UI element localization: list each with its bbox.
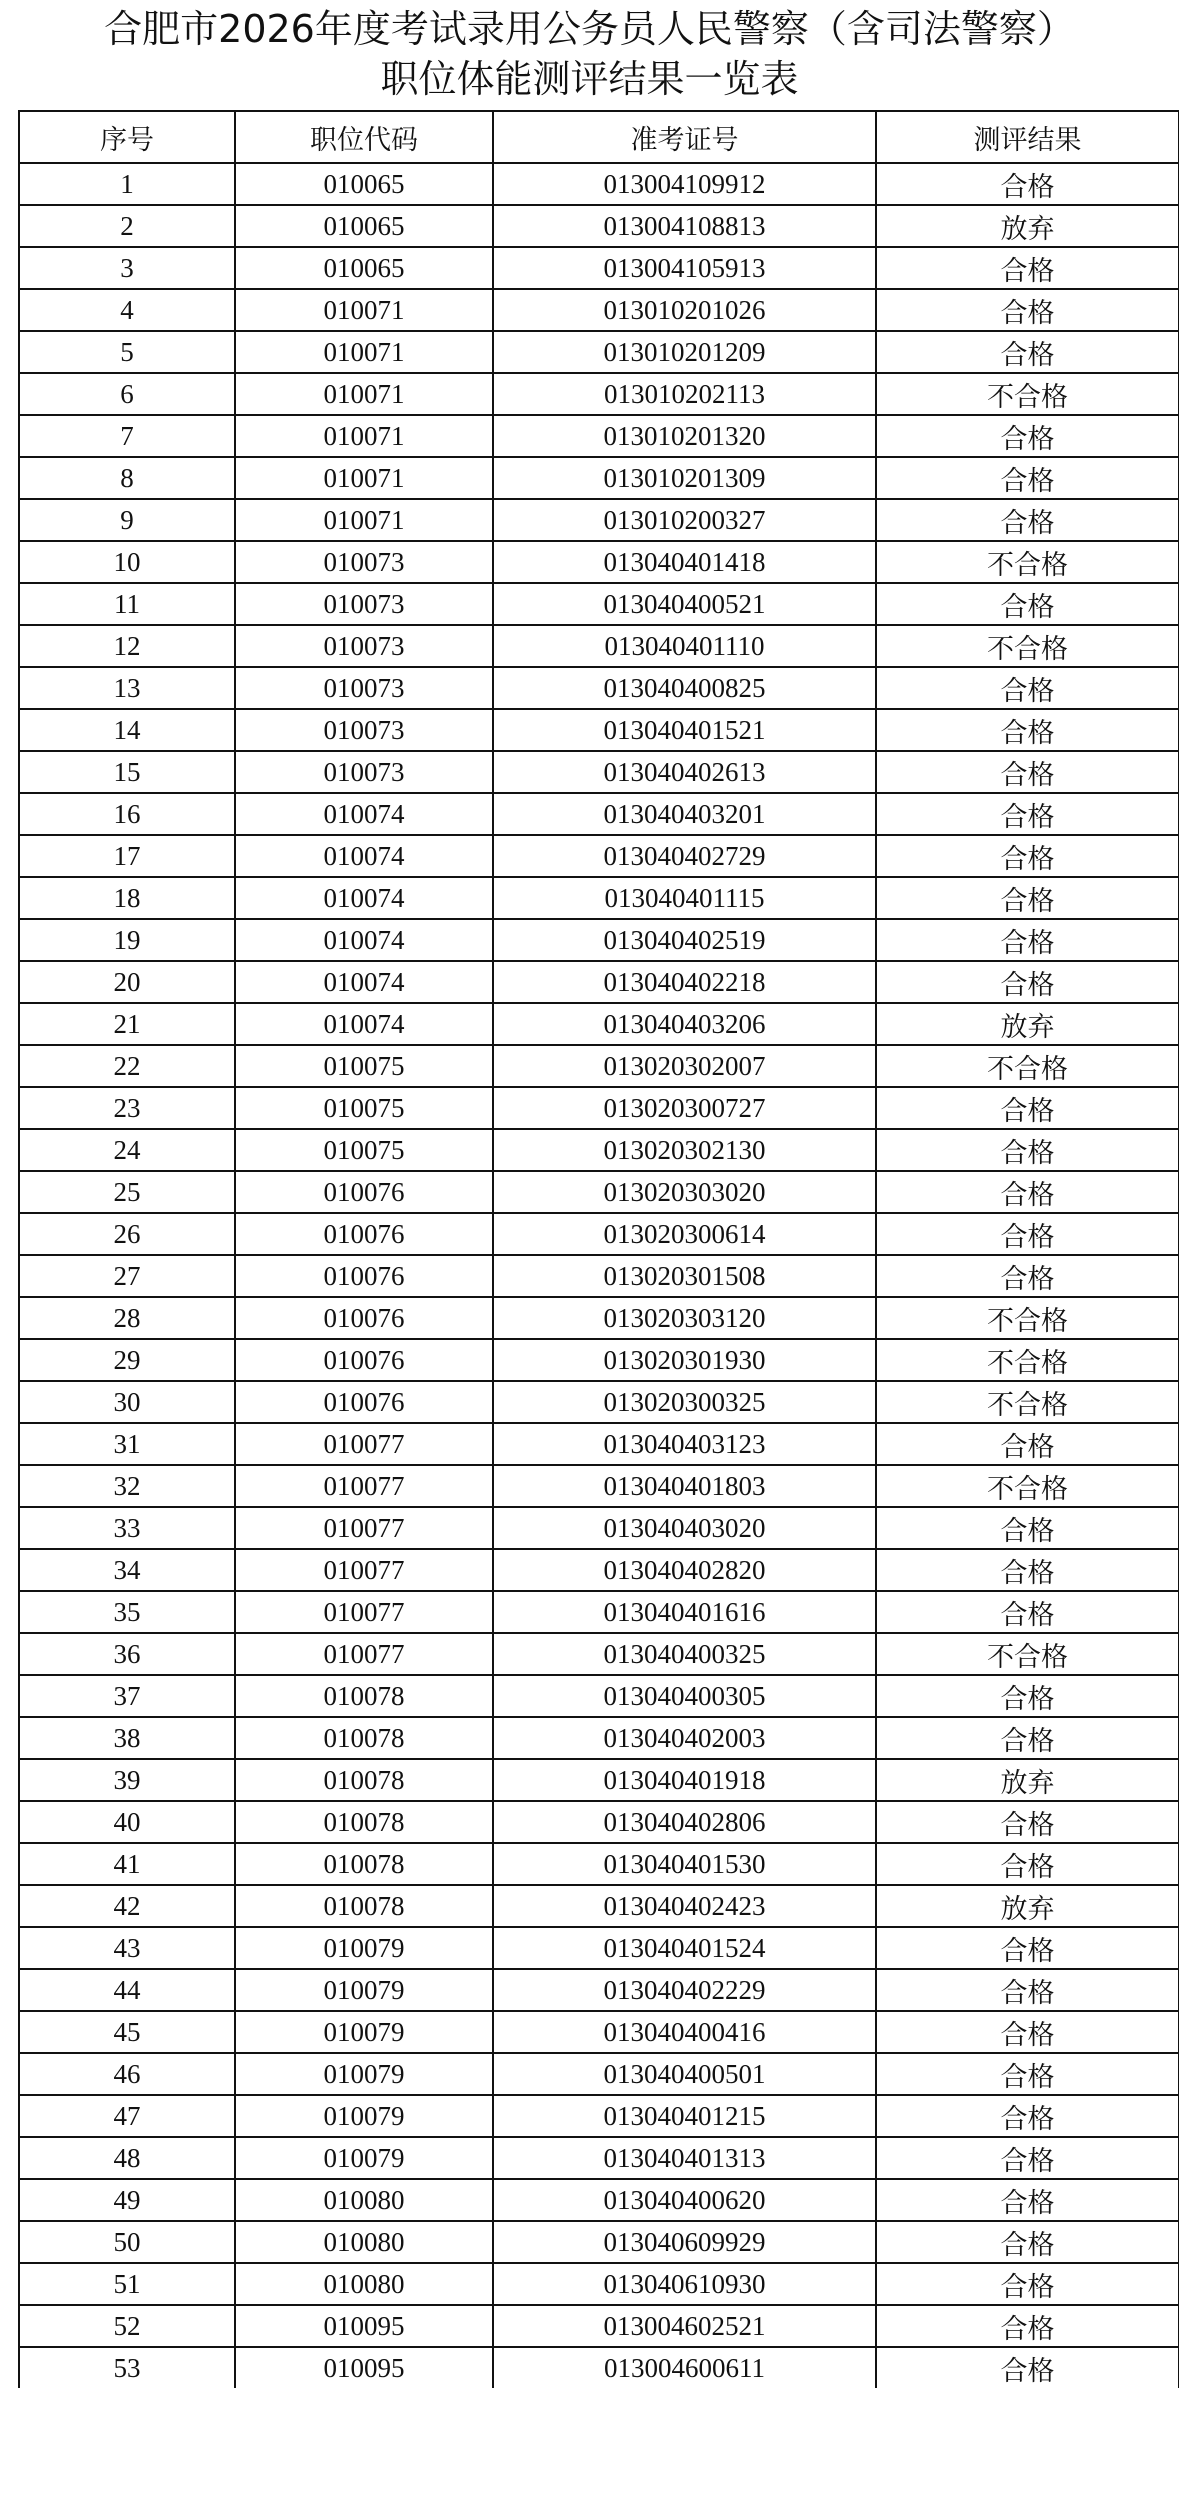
cell-position-code: 010075: [235, 1129, 493, 1171]
table-row: [19, 1969, 1179, 2011]
cell-ticket-number: 013040402229: [493, 1969, 876, 2011]
cell-ticket-number: 013004109912: [493, 163, 876, 205]
cell-result: 合格: [876, 1213, 1179, 1255]
cell-seq: 39: [19, 1759, 235, 1801]
cell-ticket-number: 013010202113: [493, 373, 876, 415]
cell-result: 放弃: [876, 1003, 1179, 1045]
table-row: [19, 793, 1179, 835]
cell-position-code: 010095: [235, 2305, 493, 2347]
table-row: [19, 835, 1179, 877]
cell-seq: 20: [19, 961, 235, 1003]
cell-ticket-number: 013040401616: [493, 1591, 876, 1633]
cell-position-code: 010077: [235, 1633, 493, 1675]
cell-position-code: 010074: [235, 961, 493, 1003]
cell-position-code: 010078: [235, 1885, 493, 1927]
cell-position-code: 010079: [235, 1969, 493, 2011]
cell-result: 合格: [876, 2305, 1179, 2347]
cell-position-code: 010065: [235, 205, 493, 247]
table-row: [19, 1003, 1179, 1045]
cell-seq: 18: [19, 877, 235, 919]
table-row: [19, 1801, 1179, 1843]
cell-ticket-number: 013010201026: [493, 289, 876, 331]
cell-ticket-number: 013020302130: [493, 1129, 876, 1171]
cell-position-code: 010079: [235, 2053, 493, 2095]
cell-position-code: 010095: [235, 2347, 493, 2388]
table-row: [19, 2179, 1179, 2221]
cell-position-code: 010080: [235, 2221, 493, 2263]
cell-ticket-number: 013040400501: [493, 2053, 876, 2095]
table-row: [19, 541, 1179, 583]
cell-ticket-number: 013020300614: [493, 1213, 876, 1255]
cell-ticket-number: 013040403206: [493, 1003, 876, 1045]
cell-position-code: 010073: [235, 667, 493, 709]
cell-result: 合格: [876, 1423, 1179, 1465]
table-row: [19, 2305, 1179, 2347]
document-title: [0, 0, 1179, 110]
cell-result: 不合格: [876, 625, 1179, 667]
table-row: [19, 1381, 1179, 1423]
cell-result: 不合格: [876, 1633, 1179, 1675]
cell-ticket-number: 013040403020: [493, 1507, 876, 1549]
cell-result: 合格: [876, 457, 1179, 499]
cell-position-code: 010077: [235, 1423, 493, 1465]
cell-position-code: 010074: [235, 1003, 493, 1045]
cell-ticket-number: 013040401524: [493, 1927, 876, 1969]
cell-result: 不合格: [876, 373, 1179, 415]
cell-seq: 7: [19, 415, 235, 457]
cell-seq: 12: [19, 625, 235, 667]
cell-result: 合格: [876, 877, 1179, 919]
cell-position-code: 010077: [235, 1465, 493, 1507]
cell-ticket-number: 013040401418: [493, 541, 876, 583]
table-row: [19, 1087, 1179, 1129]
cell-seq: 21: [19, 1003, 235, 1045]
cell-seq: 37: [19, 1675, 235, 1717]
table-row: [19, 1129, 1179, 1171]
results-table: [18, 110, 1179, 2388]
cell-position-code: 010079: [235, 2011, 493, 2053]
table-row: [19, 1675, 1179, 1717]
cell-position-code: 010073: [235, 541, 493, 583]
cell-seq: 13: [19, 667, 235, 709]
cell-position-code: 010073: [235, 583, 493, 625]
cell-ticket-number: 013040402613: [493, 751, 876, 793]
cell-ticket-number: 013040400521: [493, 583, 876, 625]
table-row: [19, 667, 1179, 709]
cell-seq: 33: [19, 1507, 235, 1549]
cell-ticket-number: 013040401803: [493, 1465, 876, 1507]
cell-seq: 40: [19, 1801, 235, 1843]
cell-ticket-number: 013004602521: [493, 2305, 876, 2347]
cell-ticket-number: 013040402820: [493, 1549, 876, 1591]
cell-seq: 42: [19, 1885, 235, 1927]
table-row: [19, 625, 1179, 667]
cell-position-code: 010077: [235, 1549, 493, 1591]
table-row: [19, 2011, 1179, 2053]
cell-result: 合格: [876, 289, 1179, 331]
cell-position-code: 010074: [235, 835, 493, 877]
cell-result: 合格: [876, 2137, 1179, 2179]
cell-ticket-number: 013040610930: [493, 2263, 876, 2305]
cell-ticket-number: 013004108813: [493, 205, 876, 247]
cell-result: 不合格: [876, 1045, 1179, 1087]
cell-result: 合格: [876, 331, 1179, 373]
cell-ticket-number: 013020301930: [493, 1339, 876, 1381]
table-row: [19, 289, 1179, 331]
cell-seq: 43: [19, 1927, 235, 1969]
table-row: [19, 583, 1179, 625]
cell-result: 合格: [876, 415, 1179, 457]
title-line-2: 职位体能测评结果一览表: [380, 57, 799, 101]
cell-seq: 16: [19, 793, 235, 835]
cell-ticket-number: 013040400416: [493, 2011, 876, 2053]
cell-ticket-number: 013040400620: [493, 2179, 876, 2221]
cell-seq: 26: [19, 1213, 235, 1255]
cell-position-code: 010073: [235, 751, 493, 793]
table-row: [19, 2221, 1179, 2263]
cell-ticket-number: 013040401530: [493, 1843, 876, 1885]
cell-seq: 4: [19, 289, 235, 331]
cell-seq: 44: [19, 1969, 235, 2011]
cell-position-code: 010071: [235, 289, 493, 331]
cell-result: 合格: [876, 919, 1179, 961]
cell-ticket-number: 013010200327: [493, 499, 876, 541]
cell-result: 合格: [876, 2011, 1179, 2053]
cell-ticket-number: 013020303020: [493, 1171, 876, 1213]
cell-position-code: 010065: [235, 163, 493, 205]
table-row: [19, 919, 1179, 961]
cell-ticket-number: 013040401521: [493, 709, 876, 751]
cell-position-code: 010074: [235, 877, 493, 919]
cell-result: 放弃: [876, 1759, 1179, 1801]
cell-position-code: 010073: [235, 625, 493, 667]
cell-position-code: 010078: [235, 1801, 493, 1843]
table-row: [19, 877, 1179, 919]
cell-position-code: 010076: [235, 1255, 493, 1297]
cell-ticket-number: 013040402729: [493, 835, 876, 877]
cell-result: 合格: [876, 1087, 1179, 1129]
table-row: [19, 499, 1179, 541]
cell-ticket-number: 013040609929: [493, 2221, 876, 2263]
cell-position-code: 010071: [235, 457, 493, 499]
header-seq: 序号: [19, 111, 235, 163]
cell-position-code: 010076: [235, 1381, 493, 1423]
cell-seq: 17: [19, 835, 235, 877]
cell-seq: 24: [19, 1129, 235, 1171]
table-row: [19, 205, 1179, 247]
cell-ticket-number: 013020301508: [493, 1255, 876, 1297]
cell-seq: 34: [19, 1549, 235, 1591]
header-position-code: 职位代码: [235, 111, 493, 163]
cell-result: 合格: [876, 1255, 1179, 1297]
cell-seq: 9: [19, 499, 235, 541]
cell-result: 合格: [876, 1843, 1179, 1885]
cell-position-code: 010077: [235, 1507, 493, 1549]
cell-seq: 10: [19, 541, 235, 583]
cell-position-code: 010078: [235, 1759, 493, 1801]
cell-ticket-number: 013040401115: [493, 877, 876, 919]
cell-position-code: 010077: [235, 1591, 493, 1633]
cell-seq: 51: [19, 2263, 235, 2305]
cell-seq: 38: [19, 1717, 235, 1759]
table-row: [19, 163, 1179, 205]
cell-seq: 47: [19, 2095, 235, 2137]
cell-result: 合格: [876, 1591, 1179, 1633]
cell-seq: 41: [19, 1843, 235, 1885]
cell-ticket-number: 013020303120: [493, 1297, 876, 1339]
cell-position-code: 010065: [235, 247, 493, 289]
cell-result: 合格: [876, 1969, 1179, 2011]
cell-position-code: 010071: [235, 373, 493, 415]
table-row: [19, 751, 1179, 793]
table-row: [19, 373, 1179, 415]
cell-seq: 25: [19, 1171, 235, 1213]
cell-result: 合格: [876, 2095, 1179, 2137]
cell-ticket-number: 013040401215: [493, 2095, 876, 2137]
cell-result: 合格: [876, 247, 1179, 289]
cell-seq: 50: [19, 2221, 235, 2263]
cell-ticket-number: 013040403201: [493, 793, 876, 835]
cell-seq: 30: [19, 1381, 235, 1423]
cell-seq: 23: [19, 1087, 235, 1129]
cell-seq: 11: [19, 583, 235, 625]
table-row: [19, 2095, 1179, 2137]
header-result: 测评结果: [876, 111, 1179, 163]
cell-result: 合格: [876, 835, 1179, 877]
table-body: [19, 163, 1179, 2388]
cell-ticket-number: 013040400305: [493, 1675, 876, 1717]
cell-position-code: 010071: [235, 331, 493, 373]
cell-ticket-number: 013040402423: [493, 1885, 876, 1927]
cell-seq: 36: [19, 1633, 235, 1675]
table-row: [19, 1591, 1179, 1633]
header-ticket-number: 准考证号: [493, 111, 876, 163]
cell-seq: 29: [19, 1339, 235, 1381]
table-row: [19, 709, 1179, 751]
cell-position-code: 010080: [235, 2263, 493, 2305]
cell-result: 合格: [876, 499, 1179, 541]
cell-ticket-number: 013010201320: [493, 415, 876, 457]
cell-result: 合格: [876, 1171, 1179, 1213]
table-row: [19, 2347, 1179, 2388]
table-row: [19, 1633, 1179, 1675]
cell-position-code: 010071: [235, 499, 493, 541]
table-row: [19, 1423, 1179, 1465]
cell-ticket-number: 013020300325: [493, 1381, 876, 1423]
cell-ticket-number: 013004105913: [493, 247, 876, 289]
cell-result: 合格: [876, 1507, 1179, 1549]
table-row: [19, 1465, 1179, 1507]
cell-ticket-number: 013040403123: [493, 1423, 876, 1465]
cell-result: 不合格: [876, 1465, 1179, 1507]
cell-result: 不合格: [876, 1381, 1179, 1423]
cell-seq: 2: [19, 205, 235, 247]
table-row: [19, 1213, 1179, 1255]
cell-result: 合格: [876, 1801, 1179, 1843]
cell-seq: 8: [19, 457, 235, 499]
cell-ticket-number: 013040402519: [493, 919, 876, 961]
cell-seq: 5: [19, 331, 235, 373]
cell-result: 不合格: [876, 1297, 1179, 1339]
cell-position-code: 010078: [235, 1717, 493, 1759]
table-row: [19, 1507, 1179, 1549]
cell-result: 合格: [876, 667, 1179, 709]
cell-seq: 48: [19, 2137, 235, 2179]
cell-position-code: 010076: [235, 1297, 493, 1339]
cell-ticket-number: 013040400325: [493, 1633, 876, 1675]
cell-position-code: 010073: [235, 709, 493, 751]
cell-position-code: 010076: [235, 1171, 493, 1213]
cell-result: 放弃: [876, 1885, 1179, 1927]
cell-result: 合格: [876, 1717, 1179, 1759]
title-line-1: 合肥市2026年度考试录用公务员人民警察（含司法警察）: [104, 7, 1075, 51]
cell-result: 合格: [876, 751, 1179, 793]
cell-seq: 46: [19, 2053, 235, 2095]
cell-position-code: 010075: [235, 1087, 493, 1129]
cell-result: 合格: [876, 2179, 1179, 2221]
cell-position-code: 010075: [235, 1045, 493, 1087]
cell-seq: 35: [19, 1591, 235, 1633]
table-row: [19, 331, 1179, 373]
cell-position-code: 010079: [235, 2137, 493, 2179]
cell-seq: 3: [19, 247, 235, 289]
table-row: [19, 457, 1179, 499]
cell-position-code: 010078: [235, 1843, 493, 1885]
cell-position-code: 010071: [235, 415, 493, 457]
cell-result: 放弃: [876, 205, 1179, 247]
table-row: [19, 415, 1179, 457]
cell-position-code: 010079: [235, 1927, 493, 1969]
table-row: [19, 961, 1179, 1003]
table-row: [19, 1927, 1179, 1969]
cell-seq: 32: [19, 1465, 235, 1507]
cell-result: 不合格: [876, 541, 1179, 583]
cell-result: 合格: [876, 583, 1179, 625]
cell-position-code: 010074: [235, 793, 493, 835]
cell-result: 合格: [876, 163, 1179, 205]
cell-result: 合格: [876, 2221, 1179, 2263]
cell-result: 合格: [876, 2053, 1179, 2095]
cell-ticket-number: 013010201309: [493, 457, 876, 499]
cell-result: 合格: [876, 1129, 1179, 1171]
cell-result: 合格: [876, 1675, 1179, 1717]
table-row: [19, 2263, 1179, 2305]
cell-ticket-number: 013040400825: [493, 667, 876, 709]
cell-position-code: 010079: [235, 2095, 493, 2137]
table-row: [19, 1339, 1179, 1381]
cell-position-code: 010076: [235, 1339, 493, 1381]
table-header-row: [19, 111, 1179, 163]
cell-seq: 6: [19, 373, 235, 415]
cell-seq: 27: [19, 1255, 235, 1297]
cell-seq: 45: [19, 2011, 235, 2053]
cell-result: 合格: [876, 961, 1179, 1003]
table-row: [19, 1759, 1179, 1801]
cell-ticket-number: 013010201209: [493, 331, 876, 373]
cell-ticket-number: 013040401918: [493, 1759, 876, 1801]
cell-result: 合格: [876, 1927, 1179, 1969]
cell-ticket-number: 013020300727: [493, 1087, 876, 1129]
cell-ticket-number: 013040402003: [493, 1717, 876, 1759]
cell-ticket-number: 013040402218: [493, 961, 876, 1003]
table-row: [19, 1297, 1179, 1339]
cell-seq: 31: [19, 1423, 235, 1465]
table-row: [19, 2053, 1179, 2095]
table-row: [19, 1717, 1179, 1759]
cell-result: 合格: [876, 2263, 1179, 2305]
cell-seq: 53: [19, 2347, 235, 2388]
table-row: [19, 1171, 1179, 1213]
cell-seq: 1: [19, 163, 235, 205]
cell-seq: 14: [19, 709, 235, 751]
cell-position-code: 010074: [235, 919, 493, 961]
cell-ticket-number: 013040401110: [493, 625, 876, 667]
cell-seq: 52: [19, 2305, 235, 2347]
cell-ticket-number: 013020302007: [493, 1045, 876, 1087]
cell-result: 合格: [876, 1549, 1179, 1591]
table-row: [19, 1549, 1179, 1591]
cell-result: 合格: [876, 709, 1179, 751]
table-row: [19, 1885, 1179, 1927]
cell-ticket-number: 013040402806: [493, 1801, 876, 1843]
table-row: [19, 1843, 1179, 1885]
table-row: [19, 1255, 1179, 1297]
table-row: [19, 1045, 1179, 1087]
cell-seq: 22: [19, 1045, 235, 1087]
cell-seq: 28: [19, 1297, 235, 1339]
cell-seq: 49: [19, 2179, 235, 2221]
cell-result: 合格: [876, 2347, 1179, 2388]
cell-result: 合格: [876, 793, 1179, 835]
cell-position-code: 010080: [235, 2179, 493, 2221]
cell-seq: 19: [19, 919, 235, 961]
cell-position-code: 010078: [235, 1675, 493, 1717]
cell-position-code: 010076: [235, 1213, 493, 1255]
cell-seq: 15: [19, 751, 235, 793]
cell-ticket-number: 013004600611: [493, 2347, 876, 2388]
cell-result: 不合格: [876, 1339, 1179, 1381]
cell-ticket-number: 013040401313: [493, 2137, 876, 2179]
table-row: [19, 247, 1179, 289]
table-row: [19, 2137, 1179, 2179]
